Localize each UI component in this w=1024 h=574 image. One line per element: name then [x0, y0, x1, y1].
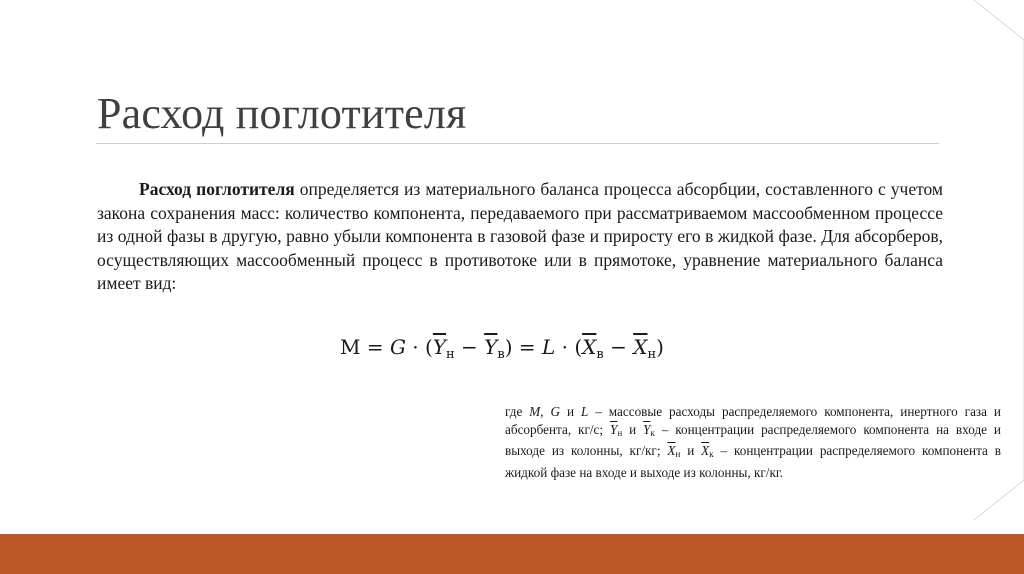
note-text: и — [680, 443, 702, 458]
paragraph-body: определяется из материального баланса процесса абсорбции, составленного с учетом закона сохранения масс: количество компонента, передаваемого при рассматриваемом массообменном процессе из одной фазы в другую, равно убыли компонента в газовой фазе и приросту его в жидкой фазе. Для абсорберов, осуществляющих массообменный процесс в противотоке или в прямотоке, уравнение материального баланса имеет вид: — [97, 179, 944, 293]
eq-G: G — [389, 335, 406, 359]
eq-lhs: М — [340, 335, 361, 359]
note-X-bar-2: $\overline{X}$ — [701, 443, 710, 458]
note-L: L — [580, 404, 589, 419]
eq-X-sub-v: в — [596, 347, 604, 362]
eq-L: L — [542, 335, 556, 359]
note-text: где — [505, 404, 530, 419]
eq-Y-bar: $\overline{Y}$ — [432, 335, 447, 359]
note-text: и — [622, 421, 644, 437]
eq-Y-sub-n: н — [446, 347, 455, 362]
eq-X-bar-2: $\overline{X}$ — [633, 335, 648, 359]
note-G: G — [550, 404, 561, 419]
main-paragraph — [97, 178, 943, 296]
note-Y-bar: $\overline{Y}$ — [609, 421, 618, 437]
note-text: , — [540, 404, 551, 419]
eq-minus-2: − — [603, 335, 634, 359]
eq-dot-open: · ( — [405, 335, 433, 359]
note-text: – концентрации распределяемого компонента в жидкой фазе на входе и выходе из колонны, кг/кг. — [505, 443, 1001, 480]
eq-equals: = — [360, 335, 390, 359]
note-Y-sub-k: к — [650, 427, 655, 438]
eq-close: ) — [656, 335, 664, 359]
note-X-sub-k: к — [709, 449, 714, 459]
eq-Y-sub-v: в — [497, 347, 505, 362]
note-text: и — [560, 404, 581, 419]
eq-X-bar: $\overline{X}$ — [582, 335, 597, 359]
accent-bar — [0, 534, 1024, 574]
note-Y-sub-n: н — [617, 427, 623, 438]
note-X-sub-n: н — [675, 449, 681, 459]
slide-title: Расход поглотителя — [97, 89, 467, 138]
equation-legend — [505, 403, 1001, 481]
eq-close-equals: ) = — [504, 335, 542, 359]
note-text: – концентрации распределяемого компонента на входе и выходе из колонны, кг/кг; — [505, 421, 1001, 458]
eq-X-sub-n: н — [647, 347, 657, 362]
eq-minus: − — [454, 335, 485, 359]
balance-equation — [340, 335, 664, 362]
title-divider — [96, 143, 939, 144]
note-X-bar: $\overline{X}$ — [667, 443, 676, 458]
paragraph-bold-term: Расход поглотителя — [139, 179, 295, 199]
eq-dot-open-2: · ( — [555, 335, 583, 359]
eq-Y-bar-2: $\overline{Y}$ — [484, 335, 498, 359]
note-Y-bar-2: $\overline{Y}$ — [643, 421, 651, 437]
note-M: M — [529, 404, 541, 419]
note-text: – массовые расходы распределяемого компонента, инертного газа и абсорбента, кг/с; — [505, 404, 1001, 437]
